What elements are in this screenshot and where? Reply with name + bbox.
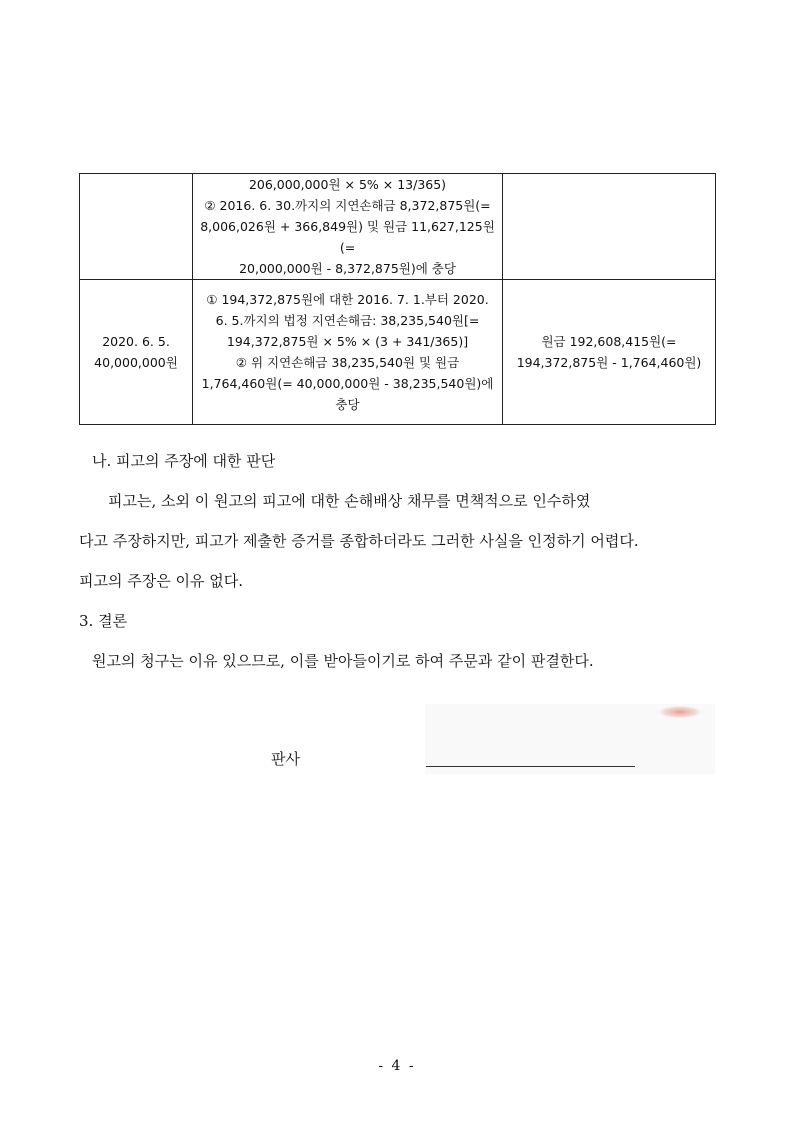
- table-row: [80, 174, 716, 280]
- cell-line: 40,000,000원: [94, 355, 178, 370]
- cell-line: 206,000,000원 × 5% × 13/365): [248, 177, 447, 192]
- table-cell-remaining: [503, 174, 716, 280]
- cell-line: 194,372,875원 × 5% × (3 + 341/365)]: [226, 334, 469, 349]
- cell-line: 6. 5.까지의 법정 지연손해금: 38,235,540원[=: [215, 313, 480, 328]
- signature-line: [426, 766, 635, 767]
- cell-line: 194,372,875원 - 1,764,460원): [516, 355, 702, 370]
- table-row: [80, 280, 716, 425]
- seal-stamp-icon: [660, 706, 700, 718]
- table-cell-date: [80, 174, 193, 280]
- cell-line: 8,006,026원 + 366,849원) 및 원금 11,627,125원(=: [200, 219, 495, 255]
- paragraph-line: 피고의 주장은 이유 없다.: [79, 572, 243, 590]
- cell-line: 1,764,460원(= 40,000,000원 - 38,235,540원)에: [201, 376, 494, 391]
- cell-line: ① 194,372,875원에 대한 2016. 7. 1.부터 2020.: [206, 292, 489, 307]
- table-cell-remaining: [503, 280, 716, 425]
- table-cell-detail: [193, 280, 503, 425]
- paragraph-line: 피고는, 소외 이 원고의 피고에 대한 손해배상 채무를 면책적으로 인수하였: [108, 492, 591, 510]
- cell-line: 원금 192,608,415원(=: [541, 334, 677, 349]
- cell-line: ② 2016. 6. 30.까지의 지연손해금 8,372,875원(=: [204, 198, 491, 213]
- section-heading-na: 나. 피고의 주장에 대한 판단: [92, 452, 276, 470]
- signature-area: [425, 704, 715, 774]
- calculation-table: [79, 173, 716, 425]
- page-number: - 4 -: [378, 1058, 416, 1074]
- cell-line: ② 위 지연손해금 38,235,540원 및 원금: [235, 355, 460, 370]
- cell-line: 충당: [335, 397, 360, 412]
- cell-line: 2020. 6. 5.: [102, 334, 170, 349]
- section-heading-conclusion: 3. 결론: [79, 612, 128, 630]
- table-cell-detail: [193, 174, 503, 280]
- paragraph-line: 원고의 청구는 이유 있으므로, 이를 받아들이기로 하여 주문과 같이 판결한다.: [92, 652, 594, 670]
- table-cell-date: [80, 280, 193, 425]
- judge-label: 판사: [271, 750, 300, 768]
- paragraph-line: 다고 주장하지만, 피고가 제출한 증거를 종합하더라도 그러한 사실을 인정하기 어렵다.: [79, 532, 639, 550]
- cell-line: 20,000,000원 - 8,372,875원)에 충당: [239, 261, 456, 276]
